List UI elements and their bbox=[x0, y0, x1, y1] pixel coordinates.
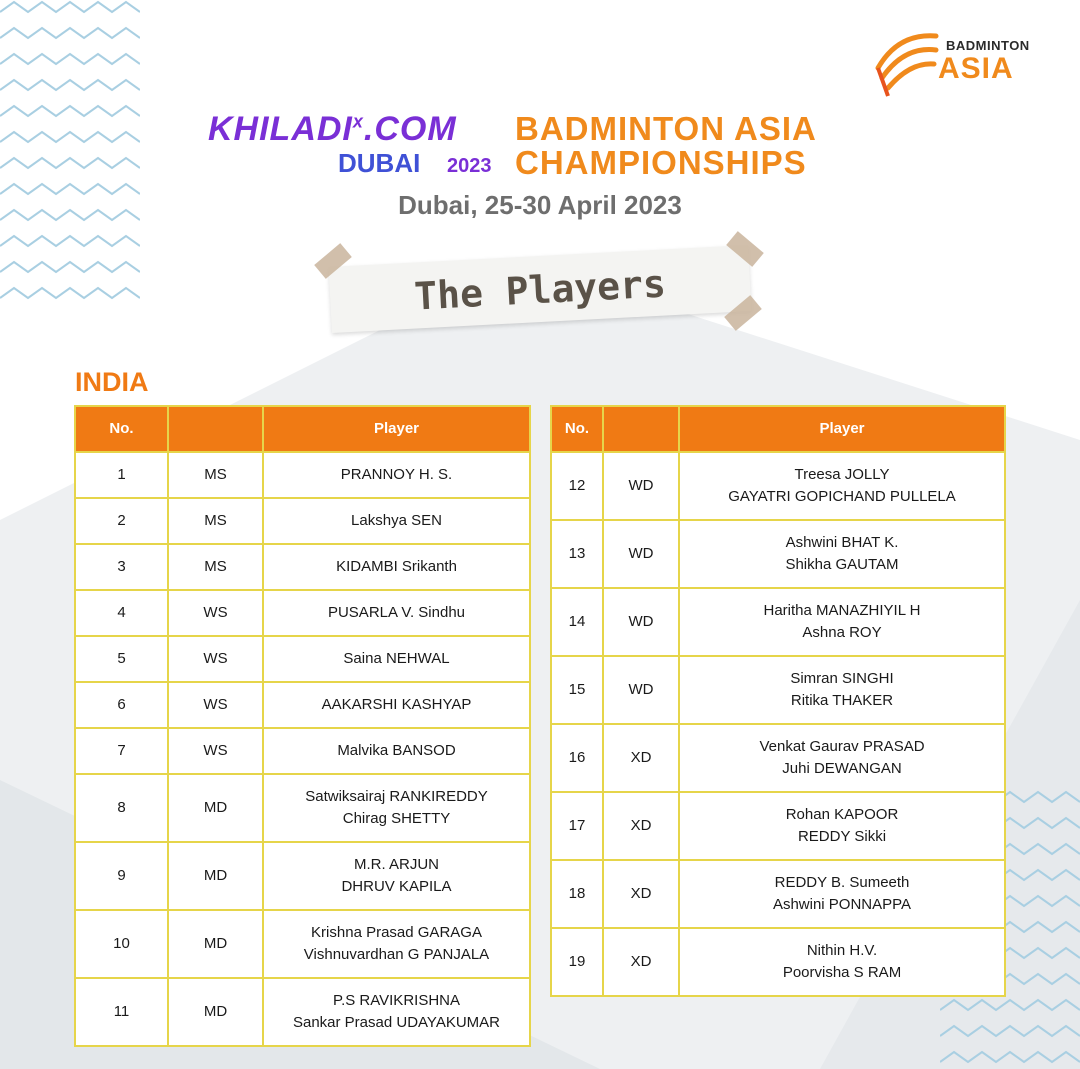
player-name: PUSARLA V. Sindhu bbox=[327, 604, 466, 621]
partner-name: Ashwini PONNAPPA bbox=[772, 896, 912, 913]
player-name: Satwiksairaj RANKIREDDY bbox=[305, 788, 488, 805]
player-names bbox=[679, 452, 1005, 520]
player-names bbox=[679, 928, 1005, 996]
player-event: XD bbox=[603, 928, 679, 996]
players-banner bbox=[330, 248, 750, 328]
player-name: AAKARSHI KASHYAP bbox=[321, 696, 472, 713]
table-row bbox=[75, 636, 530, 682]
player-name: M.R. ARJUN bbox=[353, 856, 439, 873]
header-event bbox=[168, 406, 263, 452]
player-number: 6 bbox=[75, 682, 168, 728]
partner-name: Sankar Prasad UDAYAKUMAR bbox=[292, 1014, 500, 1031]
event-title-line2: CHAMPIONSHIPS bbox=[515, 144, 807, 181]
player-number: 9 bbox=[75, 842, 168, 910]
player-event: WD bbox=[603, 520, 679, 588]
table-row bbox=[75, 498, 530, 544]
player-number: 16 bbox=[551, 724, 603, 792]
table-row bbox=[551, 792, 1005, 860]
logo-text-big: ASIA bbox=[938, 52, 1014, 85]
player-number: 1 bbox=[75, 452, 168, 498]
player-number: 19 bbox=[551, 928, 603, 996]
player-name: Malvika BANSOD bbox=[337, 742, 456, 759]
table-row bbox=[75, 728, 530, 774]
player-names bbox=[679, 792, 1005, 860]
table-header-row bbox=[75, 406, 530, 452]
table-row bbox=[75, 682, 530, 728]
partner-name: GAYATRI GOPICHAND PULLELA bbox=[728, 488, 956, 505]
player-event: WS bbox=[168, 682, 263, 728]
player-event: MS bbox=[168, 544, 263, 590]
player-names bbox=[263, 498, 530, 544]
table-row bbox=[551, 656, 1005, 724]
partner-name: Chirag SHETTY bbox=[342, 810, 451, 827]
player-name: Lakshya SEN bbox=[351, 512, 442, 529]
player-names bbox=[263, 682, 530, 728]
table-row bbox=[551, 724, 1005, 792]
player-name: Saina NEHWAL bbox=[343, 650, 450, 667]
player-event: WD bbox=[603, 656, 679, 724]
banner-title: The Players bbox=[413, 261, 667, 319]
player-number: 3 bbox=[75, 544, 168, 590]
player-names bbox=[679, 588, 1005, 656]
host-year: 2023 bbox=[447, 155, 492, 177]
player-names bbox=[263, 978, 530, 1046]
partner-name: Vishnuvardhan G PANJALA bbox=[303, 946, 490, 963]
table-row bbox=[75, 544, 530, 590]
player-event: MD bbox=[168, 978, 263, 1046]
player-names bbox=[679, 520, 1005, 588]
player-number: 4 bbox=[75, 590, 168, 636]
player-names bbox=[679, 724, 1005, 792]
country-heading: INDIA bbox=[75, 367, 149, 397]
player-number: 14 bbox=[551, 588, 603, 656]
header-no: No. bbox=[75, 406, 168, 452]
event-dates: Dubai, 25-30 April 2023 bbox=[398, 190, 682, 220]
host-city-logo: DUBAI bbox=[338, 148, 421, 178]
player-number: 17 bbox=[551, 792, 603, 860]
player-names bbox=[679, 860, 1005, 928]
player-number: 13 bbox=[551, 520, 603, 588]
partner-name: Ashna ROY bbox=[802, 624, 882, 641]
player-event: XD bbox=[603, 860, 679, 928]
player-event: WS bbox=[168, 728, 263, 774]
header-player: Player bbox=[263, 406, 530, 452]
table-row bbox=[75, 978, 530, 1046]
event-title-line1: BADMINTON ASIA bbox=[515, 110, 817, 147]
table-row bbox=[75, 774, 530, 842]
table-row bbox=[75, 590, 530, 636]
table-row bbox=[551, 520, 1005, 588]
table-row bbox=[551, 860, 1005, 928]
player-event: MS bbox=[168, 498, 263, 544]
sponsor-sup: x bbox=[352, 111, 364, 132]
header-event bbox=[603, 406, 679, 452]
player-event: XD bbox=[603, 724, 679, 792]
player-name: P.S RAVIKRISHNA bbox=[333, 992, 460, 1009]
partner-name: Ritika THAKER bbox=[790, 692, 894, 709]
player-names bbox=[263, 544, 530, 590]
player-name: Ashwini BHAT K. bbox=[785, 534, 899, 551]
player-name: Krishna Prasad GARAGA bbox=[311, 924, 482, 941]
partner-name: Poorvisha S RAM bbox=[782, 964, 902, 981]
table-row bbox=[551, 588, 1005, 656]
player-number: 2 bbox=[75, 498, 168, 544]
player-name: PRANNOY H. S. bbox=[340, 466, 453, 483]
player-event: WS bbox=[168, 636, 263, 682]
player-names bbox=[263, 842, 530, 910]
player-name: Venkat Gaurav PRASAD bbox=[759, 738, 925, 755]
header-no: No. bbox=[551, 406, 603, 452]
player-number: 7 bbox=[75, 728, 168, 774]
player-number: 10 bbox=[75, 910, 168, 978]
sponsor-logo bbox=[208, 110, 457, 149]
partner-name: Shikha GAUTAM bbox=[785, 556, 899, 573]
partner-name: REDDY Sikki bbox=[797, 828, 887, 845]
player-event: WS bbox=[168, 590, 263, 636]
player-names bbox=[263, 452, 530, 498]
table-header-row bbox=[551, 406, 1005, 452]
players-table-right bbox=[550, 405, 1006, 997]
player-event: XD bbox=[603, 792, 679, 860]
logo-text-small: BADMINTON bbox=[946, 38, 1030, 53]
player-number: 5 bbox=[75, 636, 168, 682]
player-event: MS bbox=[168, 452, 263, 498]
player-event: MD bbox=[168, 910, 263, 978]
player-event: MD bbox=[168, 842, 263, 910]
players-table-left bbox=[74, 405, 531, 1047]
player-name: Haritha MANAZHIYIL H bbox=[763, 602, 921, 619]
partner-name: Juhi DEWANGAN bbox=[782, 760, 902, 777]
player-number: 11 bbox=[75, 978, 168, 1046]
player-names bbox=[263, 910, 530, 978]
sponsor-domain: .COM bbox=[363, 110, 457, 148]
table-row bbox=[551, 928, 1005, 996]
player-name: Simran SINGHI bbox=[790, 670, 894, 687]
header-player: Player bbox=[679, 406, 1005, 452]
player-number: 18 bbox=[551, 860, 603, 928]
zigzag-pattern-icon bbox=[0, 0, 140, 300]
player-names bbox=[263, 728, 530, 774]
player-number: 15 bbox=[551, 656, 603, 724]
player-name: Treesa JOLLY bbox=[794, 466, 890, 483]
partner-name: DHRUV KAPILA bbox=[341, 878, 452, 895]
table-row bbox=[75, 452, 530, 498]
shuttlecock-icon bbox=[868, 28, 942, 100]
table-row bbox=[75, 910, 530, 978]
player-event: WD bbox=[603, 588, 679, 656]
player-names bbox=[263, 774, 530, 842]
badminton-asia-logo bbox=[868, 28, 1048, 100]
player-event: MD bbox=[168, 774, 263, 842]
table-row bbox=[75, 842, 530, 910]
player-name: REDDY B. Sumeeth bbox=[774, 874, 910, 891]
player-names bbox=[679, 656, 1005, 724]
table-row bbox=[551, 452, 1005, 520]
player-name: Nithin H.V. bbox=[806, 942, 878, 959]
player-names bbox=[263, 636, 530, 682]
player-names bbox=[263, 590, 530, 636]
sponsor-name: KHILADI bbox=[208, 110, 353, 148]
player-event: WD bbox=[603, 452, 679, 520]
player-name: Rohan KAPOOR bbox=[785, 806, 899, 823]
player-number: 12 bbox=[551, 452, 603, 520]
player-number: 8 bbox=[75, 774, 168, 842]
player-name: KIDAMBI Srikanth bbox=[336, 558, 457, 575]
